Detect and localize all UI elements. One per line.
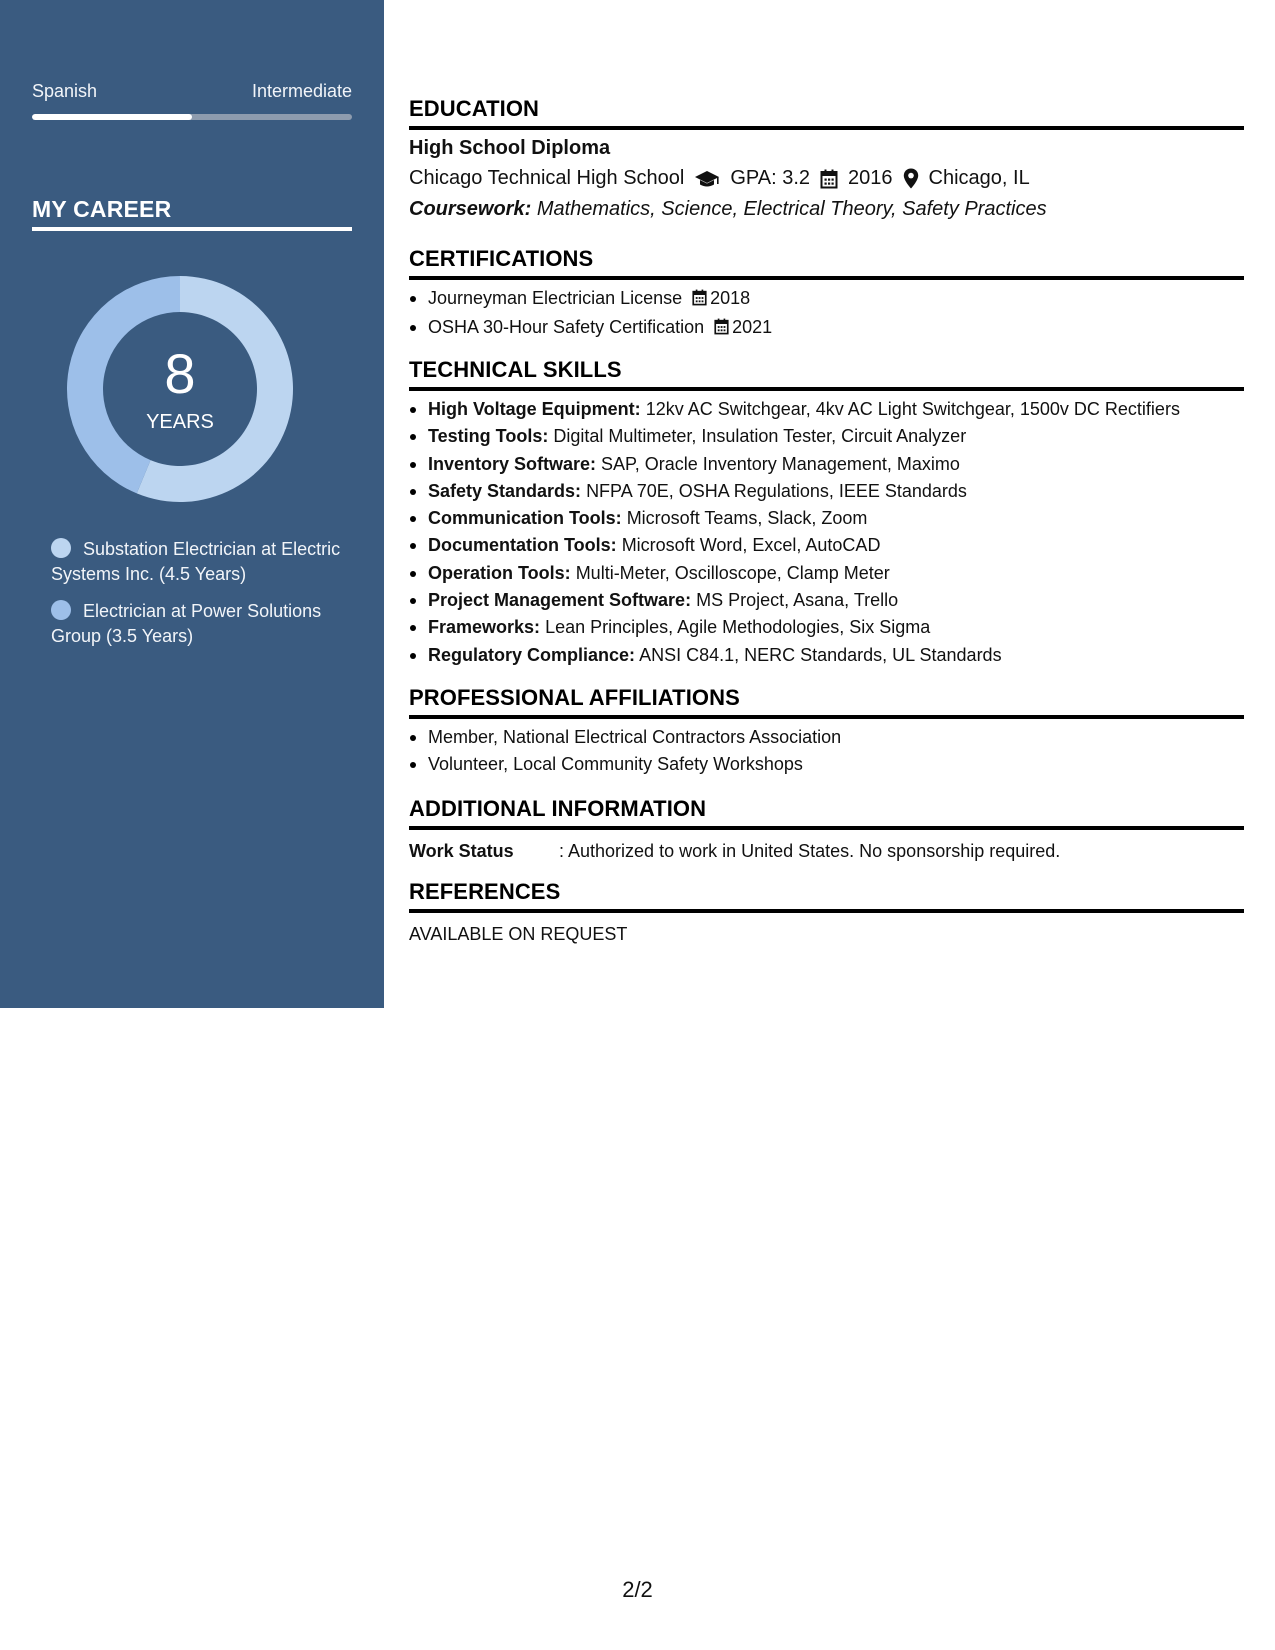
skills-list: [409, 396, 1180, 669]
education-title: EDUCATION: [409, 96, 540, 121]
list-item: [409, 642, 1180, 669]
education-coursework: [409, 198, 1047, 221]
coursework-label: Coursework:: [409, 198, 532, 220]
career-legend-item: [51, 599, 351, 649]
list-item: [409, 451, 1180, 478]
education-details: [409, 167, 1030, 190]
references-text: AVAILABLE ON REQUEST: [409, 924, 628, 944]
skill-label: Operation Tools:: [428, 562, 571, 583]
legend-dot-icon: [51, 600, 71, 620]
certifications-list: [409, 285, 772, 344]
skill-value: 12kv AC Switchgear, 4kv AC Light Switchgear, 1500v DC Rectifiers: [645, 399, 1180, 419]
work-status: [409, 841, 1060, 862]
list-item: [409, 587, 1180, 614]
list-item: Volunteer, Local Community Safety Workshops: [409, 751, 841, 778]
language-proficiency-bar: [32, 114, 352, 120]
language-level: Intermediate: [251, 81, 352, 101]
skill-label: Safety Standards:: [428, 480, 582, 501]
certification-year: 2018: [710, 288, 751, 308]
references-title: REFERENCES: [409, 879, 561, 904]
career-years-unit: YEARS: [146, 411, 214, 433]
career-title: MY CAREER: [32, 196, 172, 222]
skill-value: Microsoft Word, Excel, AutoCAD: [621, 535, 881, 556]
skill-label: Frameworks:: [428, 617, 541, 638]
list-item: [409, 560, 1180, 587]
career-legend-label: Electrician at Power Solutions Group (3.5 Years): [51, 601, 322, 646]
skill-label: Testing Tools:: [428, 426, 549, 447]
calendar-icon: [820, 169, 838, 189]
education-gpa: GPA: 3.2: [730, 167, 811, 189]
career-divider: [32, 227, 352, 231]
skills-title: TECHNICAL SKILLS: [409, 357, 622, 382]
education-degree: High School Diploma: [409, 137, 611, 159]
skill-label: Project Management Software:: [428, 590, 692, 611]
skill-value: SAP, Oracle Inventory Management, Maximo: [601, 453, 960, 474]
work-status-label: Work Status: [409, 841, 514, 861]
work-status-value: : Authorized to work in United States. No sponsorship required.: [559, 841, 1061, 861]
references-divider: [409, 909, 1244, 913]
certification-name: Journeyman Electrician License: [428, 288, 683, 308]
certification-year: 2021: [732, 317, 773, 338]
skill-value: ANSI C84.1, NERC Standards, UL Standards: [639, 644, 1002, 665]
career-legend-item: [51, 537, 351, 587]
certification-name: OSHA 30-Hour Safety Certification: [428, 317, 705, 338]
list-item: [409, 614, 1180, 641]
list-item: Member, National Electrical Contractors Association: [409, 724, 841, 751]
coursework-value: Mathematics, Science, Electrical Theory, Safety Practices: [536, 198, 1047, 220]
certifications-title: CERTIFICATIONS: [409, 246, 594, 271]
skill-value: MS Project, Asana, Trello: [696, 590, 899, 611]
affiliations-list: [409, 724, 841, 779]
list-item: [409, 532, 1180, 559]
career-legend-label: Substation Electrician at Electric Systems Inc. (4.5 Years): [51, 539, 341, 584]
list-item: [409, 505, 1180, 532]
affiliations-title: PROFESSIONAL AFFILIATIONS: [409, 685, 740, 710]
education-location: Chicago, IL: [928, 167, 1030, 189]
education-divider: [409, 126, 1244, 130]
skill-label: Communication Tools:: [428, 508, 622, 529]
language-name: Spanish: [32, 81, 98, 101]
education-year: 2016: [848, 167, 893, 189]
skill-value: Lean Principles, Agile Methodologies, Six Sigma: [545, 617, 931, 638]
list-item: [409, 396, 1180, 423]
skill-label: High Voltage Equipment:: [428, 399, 641, 419]
skills-divider: [409, 387, 1244, 391]
skill-value: Digital Multimeter, Insulation Tester, Circuit Analyzer: [553, 426, 967, 447]
additional-title: ADDITIONAL INFORMATION: [409, 796, 707, 821]
career-total-years: 8: [164, 342, 196, 405]
skill-value: Multi-Meter, Oscilloscope, Clamp Meter: [575, 562, 890, 583]
skill-label: Documentation Tools:: [428, 535, 617, 556]
language-proficiency-fill: [32, 114, 192, 120]
certifications-divider: [409, 276, 1244, 280]
legend-dot-icon: [51, 538, 71, 558]
list-item: [409, 478, 1180, 505]
calendar-icon: [714, 316, 729, 343]
graduation-cap-icon: [694, 169, 720, 189]
skill-value: Microsoft Teams, Slack, Zoom: [626, 508, 868, 529]
skill-label: Inventory Software:: [428, 453, 597, 474]
affiliations-divider: [409, 715, 1244, 719]
additional-divider: [409, 826, 1244, 830]
list-item: [409, 423, 1180, 450]
map-pin-icon: [903, 168, 919, 189]
page-number: 2/2: [622, 1577, 653, 1602]
skill-label: Regulatory Compliance:: [428, 644, 636, 665]
calendar-icon: [692, 287, 707, 314]
education-school: Chicago Technical High School: [409, 167, 685, 189]
skill-value: NFPA 70E, OSHA Regulations, IEEE Standards: [586, 480, 967, 501]
list-item: [409, 285, 772, 314]
list-item: [409, 314, 772, 343]
sidebar: [0, 0, 384, 1008]
